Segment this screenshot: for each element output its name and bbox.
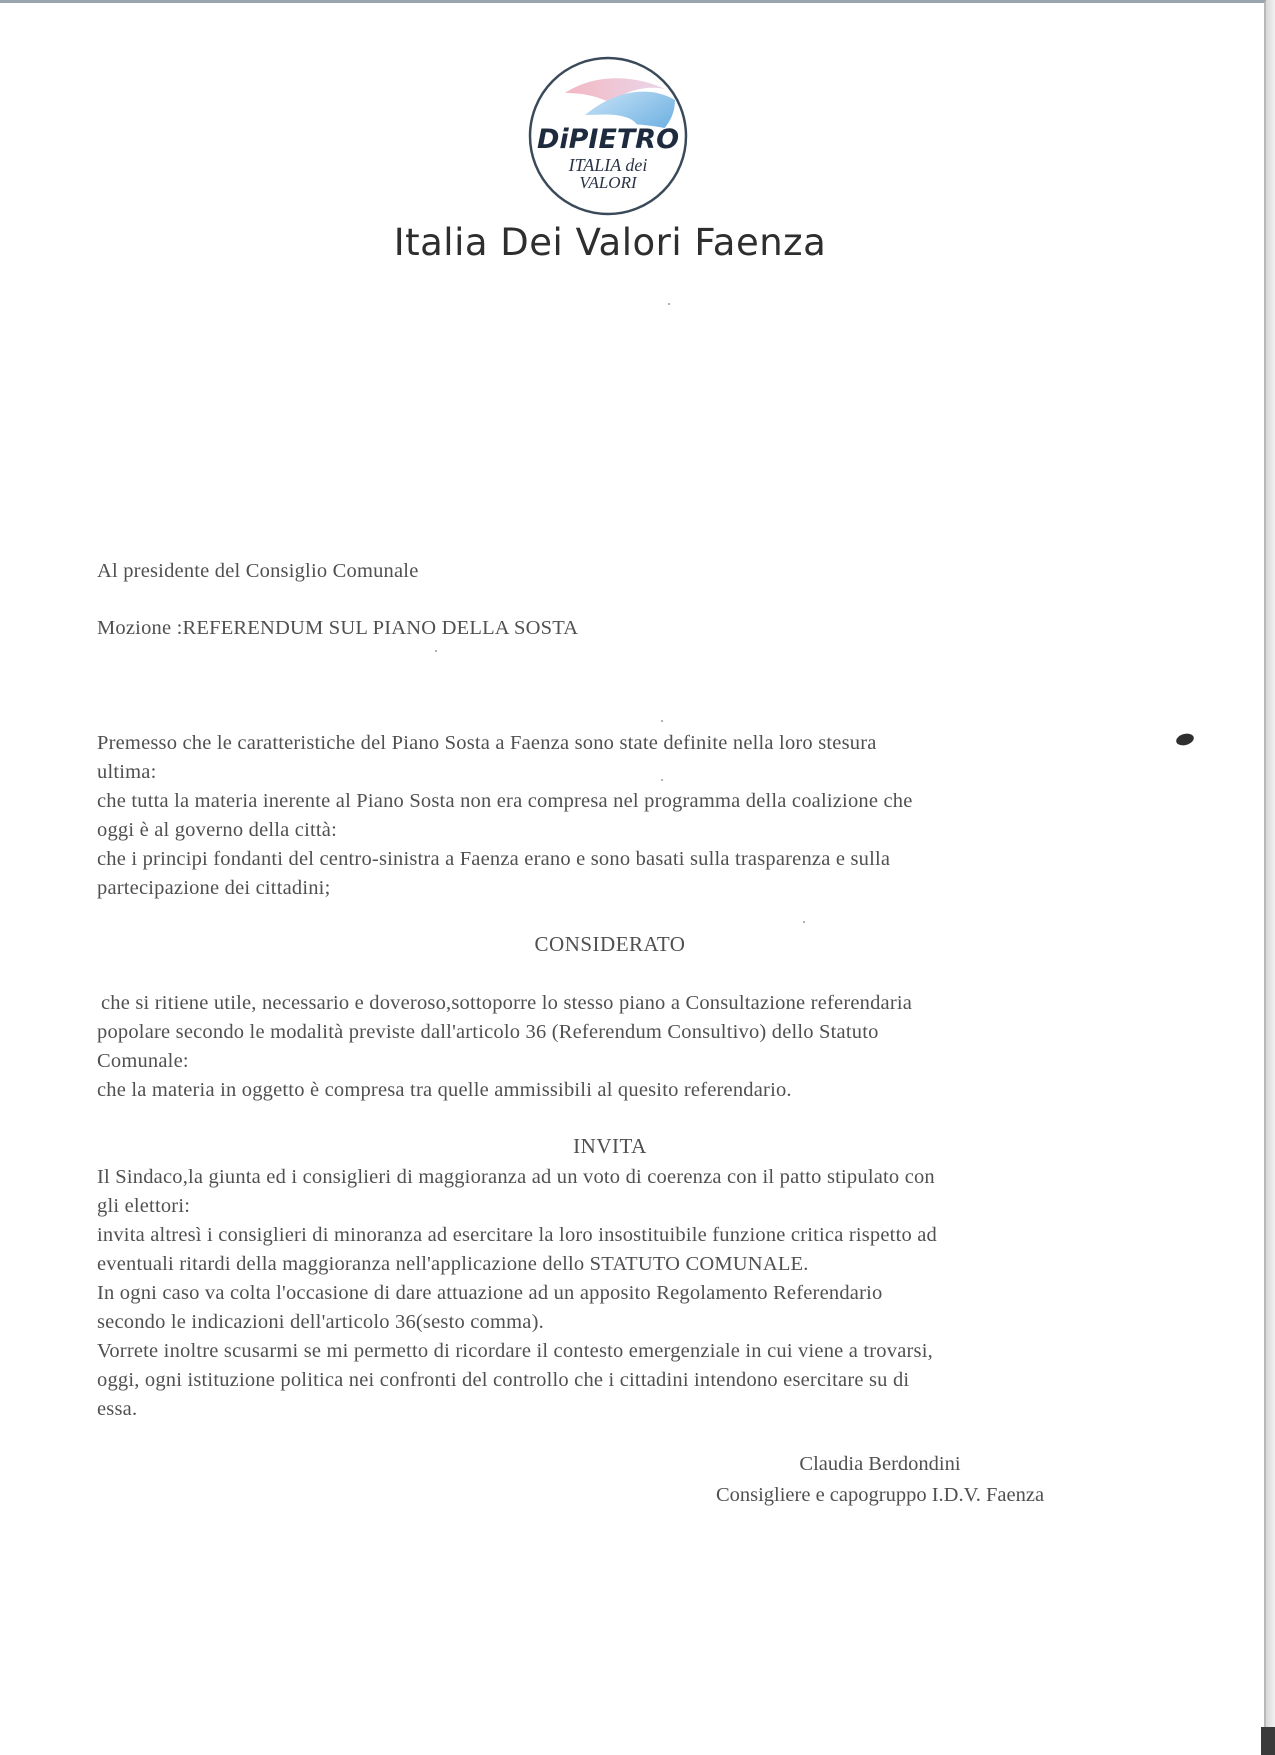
text-line: gli elettori: <box>97 1195 191 1217</box>
considerato-heading: CONSIDERATO <box>534 932 686 956</box>
scan-speck <box>435 650 437 652</box>
logo-brand: DiPIETRO <box>536 124 680 155</box>
text-line: che i principi fondanti del centro-sinistra a Faenza erano e sono basati sulla trasparenza e sulla <box>97 848 891 870</box>
text-line: essa. <box>97 1398 138 1420</box>
scan-speck <box>661 720 663 722</box>
scan-speck <box>661 779 663 781</box>
text-line: che si ritiene utile, necessario e doveroso,sottoporre lo stesso piano a Consultazione referendaria <box>101 992 913 1014</box>
scan-speck <box>668 303 670 305</box>
text-line: Premesso che le caratteristiche del Piano Sosta a Faenza sono state definite nella loro stesura <box>97 732 877 754</box>
scan-speck <box>803 921 805 923</box>
text-line: eventuali ritardi della maggioranza nell'applicazione dello STATUTO COMUNALE. <box>97 1253 809 1275</box>
signer-name: Claudia Berdondini <box>799 1453 961 1475</box>
text-line: Il Sindaco,la giunta ed i consiglieri di maggioranza ad un voto di coerenza con il patto stipulato con <box>97 1166 935 1188</box>
text-line: invita altresì i consiglieri di minoranza ad esercitare la loro insostituibile funzione critica rispetto ad <box>97 1224 937 1246</box>
signature-block <box>600 1449 1160 1511</box>
text-line: partecipazione dei cittadini; <box>97 877 331 899</box>
text-line: ultima: <box>97 761 157 783</box>
ink-blot <box>1175 732 1195 747</box>
logo-line2: VALORI <box>579 173 637 192</box>
invita-heading: INVITA <box>573 1134 647 1158</box>
logo-line1: ITALIA dei <box>568 155 648 175</box>
signer-role: Consigliere e capogruppo I.D.V. Faenza <box>715 1484 1045 1506</box>
text-line: In ogni caso va colta l'occasione di dare attuazione ad un apposito Regolamento Referendario <box>97 1282 883 1304</box>
text-line: secondo le indicazioni dell'articolo 36(sesto comma). <box>97 1311 544 1333</box>
considerato-paragraph <box>97 989 1127 1105</box>
scan-edge <box>1266 0 1275 1755</box>
text-line: che la materia in oggetto è compresa tra quelle ammissibili al quesito referendario. <box>97 1079 792 1101</box>
text-line: che tutta la materia inerente al Piano Sosta non era compresa nel programma della coalizione che <box>97 790 913 812</box>
text-line: oggi è al governo della città: <box>97 819 337 841</box>
page-title: Italia Dei Valori Faenza <box>393 221 827 264</box>
text-line: popolare secondo le modalità previste dall'articolo 36 (Referendum Consultivo) dello Statuto <box>97 1021 879 1043</box>
text-line: Comunale: <box>97 1050 189 1072</box>
addressee: Al presidente del Consiglio Comunale <box>97 560 419 582</box>
premises-paragraph <box>97 729 1127 903</box>
idv-logo <box>525 55 691 217</box>
scan-corner <box>1261 1727 1275 1755</box>
invita-paragraph <box>97 1163 1127 1424</box>
text-line: Vorrete inoltre scusarmi se mi permetto di ricordare il contesto emergenziale in cui viene a trovarsi, <box>97 1340 933 1362</box>
text-line: oggi, ogni istituzione politica nei confronti del controllo che i cittadini intendono esercitare su di <box>97 1369 910 1391</box>
motion-title: Mozione :REFERENDUM SUL PIANO DELLA SOSTA <box>97 617 579 639</box>
